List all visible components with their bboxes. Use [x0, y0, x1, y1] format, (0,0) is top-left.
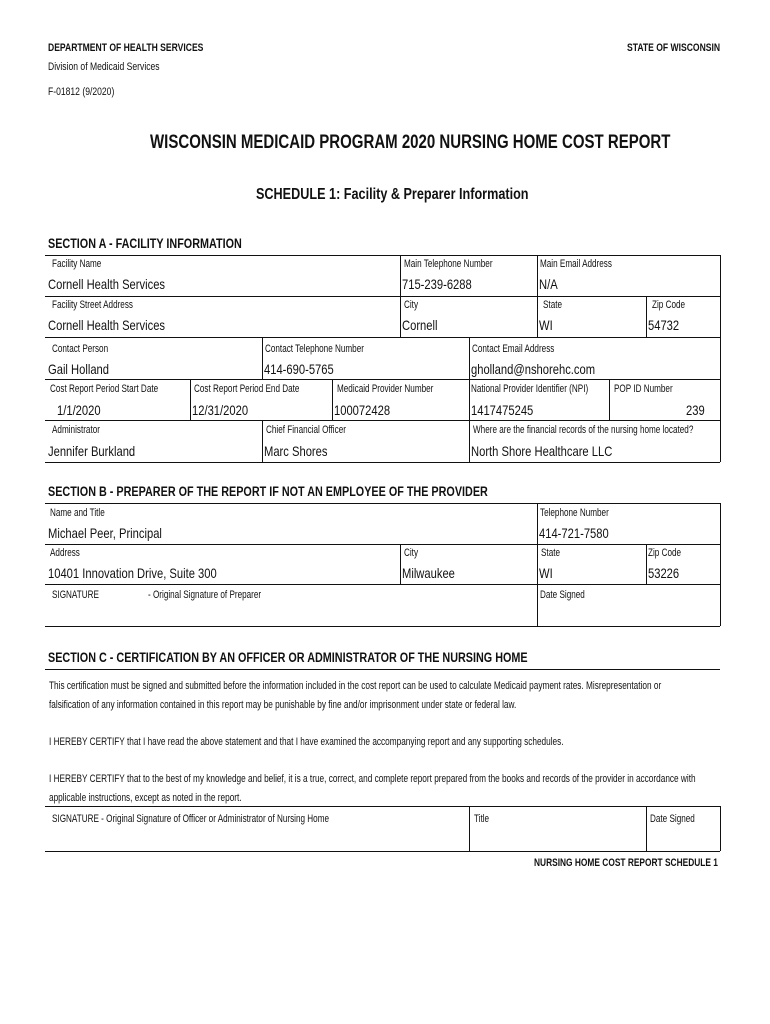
pop-id-label: POP ID Number	[614, 383, 673, 395]
officer-title-field[interactable]	[470, 826, 645, 850]
certification-paragraph-1	[49, 677, 724, 715]
npi-value: 1417475245	[471, 402, 534, 418]
preparer-name-value: Michael Peer, Principal	[48, 525, 162, 541]
main-phone-label: Main Telephone Number	[404, 258, 493, 270]
preparer-phone-value: 414-721-7580	[539, 525, 609, 541]
contact-person-value: Gail Holland	[48, 361, 110, 377]
preparer-signature-label: SIGNATURE	[52, 589, 99, 601]
main-email-value: N/A	[539, 276, 558, 292]
officer-date-signed-label: Date Signed	[650, 813, 695, 825]
cfo-value: Marc Shores	[264, 443, 328, 459]
preparer-state-value: WI	[539, 565, 553, 581]
records-location-value: North Shore Healthcare LLC	[471, 443, 613, 459]
preparer-phone-label: Telephone Number	[540, 507, 609, 519]
facility-name-value: Cornell Health Services	[48, 276, 166, 292]
zip-value: 54732	[648, 317, 680, 333]
section-b-title: SECTION B - PREPARER OF THE REPORT IF NOT AN EMPLOYEE OF THE PROVIDER	[48, 484, 488, 499]
preparer-signature-field[interactable]	[46, 600, 536, 625]
contact-phone-value: 414-690-5765	[264, 361, 334, 377]
provider-number-label: Medicaid Provider Number	[337, 383, 434, 395]
para3-line1: I HEREBY CERTIFY that to the best of my knowledge and belief, it is a true, correct, and complete report prepared from the books and records of the provider in accordance with	[49, 773, 696, 785]
preparer-city-label: City	[404, 547, 419, 559]
preparer-zip-label: Zip Code	[648, 547, 682, 559]
contact-email-label: Contact Email Address	[472, 343, 555, 355]
preparer-address-value: 10401 Innovation Drive, Suite 300	[48, 565, 217, 581]
main-phone-value: 715-239-6288	[402, 276, 472, 292]
section-a-title: SECTION A - FACILITY INFORMATION	[48, 236, 242, 251]
administrator-label: Administrator	[52, 424, 100, 436]
cfo-label: Chief Financial Officer	[266, 424, 346, 436]
period-end-label: Cost Report Period End Date	[194, 383, 300, 395]
officer-signature-label: SIGNATURE - Original Signature of Officer or Administrator of Nursing Home	[52, 813, 330, 825]
contact-person-label: Contact Person	[52, 343, 109, 355]
department-name: DEPARTMENT OF HEALTH SERVICES	[48, 42, 204, 54]
preparer-city-value: Milwaukee	[402, 565, 455, 581]
para1-line2: falsification of any information contained in this report may be punishable by fine and/or imprisonment under state or federal law.	[49, 699, 517, 711]
state-value: WI	[539, 317, 553, 333]
contact-phone-label: Contact Telephone Number	[265, 343, 364, 355]
contact-email-value: gholland@nshorehc.com	[471, 361, 596, 377]
city-value: Cornell	[402, 317, 438, 333]
officer-date-signed-field[interactable]	[647, 826, 719, 850]
footer-label: NURSING HOME COST REPORT SCHEDULE 1	[534, 857, 718, 869]
preparer-signature-note: - Original Signature of Preparer	[148, 589, 262, 601]
page-title: WISCONSIN MEDICAID PROGRAM 2020 NURSING HOME COST REPORT	[150, 132, 671, 153]
officer-title-label: Title	[474, 813, 490, 825]
main-email-label: Main Email Address	[540, 258, 612, 270]
npi-label: National Provider Identifier (NPI)	[471, 383, 589, 395]
division-name: Division of Medicaid Services	[48, 61, 160, 73]
pop-id-value: 239	[686, 402, 705, 418]
para3-line2: applicable instructions, except as noted in the report.	[49, 792, 242, 804]
street-label: Facility Street Address	[52, 299, 133, 311]
preparer-state-label: State	[541, 547, 561, 559]
section-c-rule	[45, 669, 720, 670]
period-start-label: Cost Report Period Start Date	[50, 383, 159, 395]
city-label: City	[404, 299, 419, 311]
preparer-zip-value: 53226	[648, 565, 680, 581]
administrator-value: Jennifer Burkland	[48, 443, 136, 459]
records-location-label: Where are the financial records of the nursing home located?	[473, 424, 694, 436]
certification-paragraph-3	[49, 770, 724, 808]
form-number: F-01812 (9/2020)	[48, 86, 115, 98]
preparer-address-label: Address	[50, 547, 80, 559]
preparer-date-signed-label: Date Signed	[540, 589, 585, 601]
facility-name-label: Facility Name	[52, 258, 102, 270]
street-value: Cornell Health Services	[48, 317, 166, 333]
period-end-value: 12/31/2020	[192, 402, 249, 418]
preparer-name-label: Name and Title	[50, 507, 105, 519]
zip-label: Zip Code	[652, 299, 686, 311]
period-start-value: 1/1/2020	[57, 402, 101, 418]
provider-number-value: 100072428	[334, 402, 391, 418]
schedule-subtitle: SCHEDULE 1: Facility & Preparer Information	[256, 186, 529, 203]
state-name: STATE OF WISCONSIN	[627, 42, 721, 54]
para1-line1: This certification must be signed and submitted before the information included in the cost report can be used to calculate Medicaid payment rates. Misrepresentation or	[49, 680, 662, 692]
state-label: State	[543, 299, 563, 311]
officer-signature-field[interactable]	[46, 826, 468, 850]
preparer-date-signed-field[interactable]	[538, 600, 719, 625]
certification-paragraph-2: I HEREBY CERTIFY that I have read the above statement and that I have examined the accompanying report and any supporting schedules.	[49, 736, 564, 748]
section-c-title: SECTION C - CERTIFICATION BY AN OFFICER OR ADMINISTRATOR OF THE NURSING HOME	[48, 650, 528, 665]
